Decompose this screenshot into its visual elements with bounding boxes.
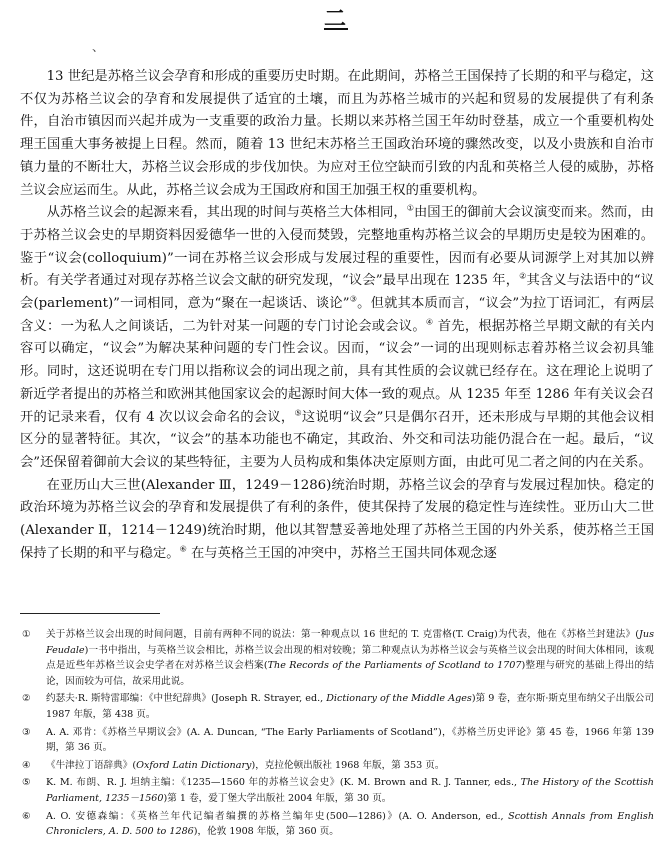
footnote-ref: ③: [349, 294, 358, 304]
footnote: [20, 809, 654, 840]
footnote-ref: ④: [425, 317, 434, 327]
footnote-number: ⑤: [22, 777, 31, 789]
footnote: [20, 725, 654, 756]
body-paragraph: [20, 475, 654, 566]
footnote-ref: ⑥: [179, 544, 187, 554]
footnote-text: [46, 809, 654, 840]
text-run: )第 9 卷，查尔斯·斯克里布纳父子出版公司 1987 年版，第 438 页。: [46, 693, 654, 720]
footnote-text: [46, 725, 654, 756]
text-run: 。但就其本质而言，“议会”为拉丁语词汇，有两层含义：一为私人之间谈话，二为针对某一问题的专门讨论会或会议。: [20, 296, 654, 334]
text-run: 在与英格兰王国的冲突中，苏格兰王国共同体观念逐: [186, 545, 497, 561]
footnote: [20, 627, 654, 689]
text-run: A. A. 邓肯：《苏格兰早期议会》(A. A. Duncan, “The Early Parliaments of Scotland”)，《苏格兰历史评论》第 45 卷，1966 年第 139 期，第 36 页。: [46, 726, 654, 754]
text-run: K. M. 布朗、R. J. 坦纳主编：《1235—1560 年的苏格兰议会史》(K. M. Brown and R. J. Tanner, eds.,: [46, 777, 521, 789]
footnote-text: [46, 627, 654, 689]
text-run: )，克拉伦顿出版社 1968 年版，第 353 页。: [251, 759, 445, 771]
text-run: 关于苏格兰议会出现的时间问题，目前有两种不同的说法：第一种观点以 16 世纪的 T. 克雷格(T. Craig)为代表，他在《苏格兰封建法》(: [46, 629, 640, 640]
italic-title: Oxford Latin Dictionary: [136, 759, 252, 771]
footnote-text: [46, 775, 654, 806]
footnote: [20, 758, 654, 774]
text-run: 约瑟夫·R. 斯特雷耶编：《中世纪辞典》(Joseph R. Strayer, ed.,: [46, 693, 327, 705]
footnote-number: ③: [22, 726, 31, 738]
footnote-number: ①: [22, 629, 31, 640]
text-run: 《牛津拉丁语辞典》(: [46, 759, 137, 771]
footnote-number: ⑥: [22, 810, 31, 822]
text-run: )第 1 卷，爱丁堡大学出版社 2004 年版，第 30 页。: [163, 792, 392, 804]
text-run: 首先，根据苏格兰早期文献的有关内容可以确定，“议会”为解决某种问题的专门性会议。因而，“议会”一词的出现则标志着苏格兰议会初具雏形。同时，这还说明在专门用以指称议会的词出现之前，具有其性质的会议就已经存在。这在理论上说明了新近学者提出的苏格兰和欧洲其他国家议会的起源时间大体一致的观点。从 1235 年至 1286 年有关议会召开的记录来看，仅有 4 次以议会命名的会议，: [20, 318, 654, 425]
text-run: 13 世纪是苏格兰议会孕育和形成的重要历史时期。在此期间，苏格兰王国保持了长期的和平与稳定，这不仅为苏格兰议会的孕育和发展提供了适宜的土壤，而且为苏格兰城市的兴起和贸易的发展提供了有利条件，自治市镇因而兴起并成为一支重要的政治力量。长期以来苏格兰国王年幼时登基，成立一个重要机构处理王国重大事务被提上日程。然而，随着 13 世纪末苏格兰王国政治环境的骤然改变，以及小贵族和自治市镇力量的不断壮大，苏格兰议会形成的步伐加快。为应对王位空缺而引致的内乱和英格兰人侵的威胁，苏格兰议会应运而生。从此，苏格兰议会成为王国政府和国王加强王权的重要机构。: [20, 69, 654, 198]
text-run: 这说明“议会”只是偶尔召开，还未形成与早期的其他会议相区分的显著特征。其次，“议会”的基本功能也不确定，其政治、外交和司法功能仍混合在一起。最后，“议会”还保留着御前大会议的某些特征，主要为人员构成和集体决定原则方面，由此可见二者之间的内在关系。: [20, 409, 654, 470]
text-run: )，伦敦 1908 年版，第 360 页。: [193, 826, 339, 838]
footnote-number: ②: [22, 693, 31, 705]
section-heading: 二: [323, 6, 348, 32]
text-run: A. O. 安德森编：《英格兰年代记编者编撰的苏格兰编年史(500—1286)》(A. O. Anderson, ed.,: [46, 810, 509, 822]
text-run: )一书中指出，与英格兰议会相比，苏格兰议会出现的相对较晚；第二种观点认为苏格兰议会与英格兰议会出现的时间大体相同，该观点是近些年苏格兰议会史学者在对苏格兰议会档案(: [46, 644, 654, 672]
footnote-ref: ⑤: [294, 408, 302, 418]
text-run: )整理与研究的基础上得出的结论，因而较为可信，故采用此说。: [46, 660, 654, 687]
text-run: 由国王的御前大会议演变而来。然而，由于苏格兰议会史的早期资料因爱德华一世的入侵而焚毁，完整地重构苏格兰议会的早期历史是较为困难的。鉴于“议会(colloquium)”一词在苏格兰议会形成与发展过程的重要性，因而有必要从词源学上对其加以辨析。有关学者通过对现存苏格兰议会文献的研究发现，“议会”最早出现在 1235 年，: [20, 205, 655, 289]
footnotes: [20, 627, 654, 842]
italic-title: Jus Feudale: [46, 629, 654, 656]
text-run: 从苏格兰议会的起源来看，其出现的时间与英格兰大体相同，: [46, 205, 407, 221]
footnote-text: [46, 758, 654, 774]
footnote: [20, 775, 654, 806]
italic-title: Scottish Annals from English Chroniclers, A. D. 500 to 1286: [46, 810, 654, 838]
stray-mark: 、: [92, 40, 105, 54]
body-paragraph: [20, 202, 654, 474]
italic-title: Dictionary of the Middle Ages: [326, 693, 472, 705]
footnote: [20, 691, 654, 722]
footnote-text: [46, 691, 654, 722]
body-text: [20, 66, 654, 565]
body-paragraph: [20, 66, 654, 202]
text-run: 其含义与法语中的“议会(parlement)”一词相同，意为“聚在一起谈话、谈论”: [20, 273, 654, 312]
italic-title: The Records of the Parliaments of Scotland to 1707: [267, 660, 522, 672]
footnote-number: ④: [22, 759, 31, 771]
text-run: 在亚历山大三世(Alexander Ⅲ，1249－1286)统治时期，苏格兰议会的孕育与发展过程加快。稳定的政治环境为苏格兰议会的孕育和发展提供了有利的条件，使其保持了发展的稳定性与连续性。亚历山大二世(Alexander Ⅱ，1214－1249)统治时期，他以其智慧妥善地处理了苏格兰王国的内外关系，使苏格兰王国保持了长期的和平与稳定。: [20, 477, 654, 561]
footnote-ref: ②: [519, 271, 527, 281]
footnote-ref: ①: [406, 203, 414, 213]
footnote-separator: [20, 613, 160, 614]
italic-title: The History of the Scottish Parliament, 1235－1560: [46, 777, 654, 804]
